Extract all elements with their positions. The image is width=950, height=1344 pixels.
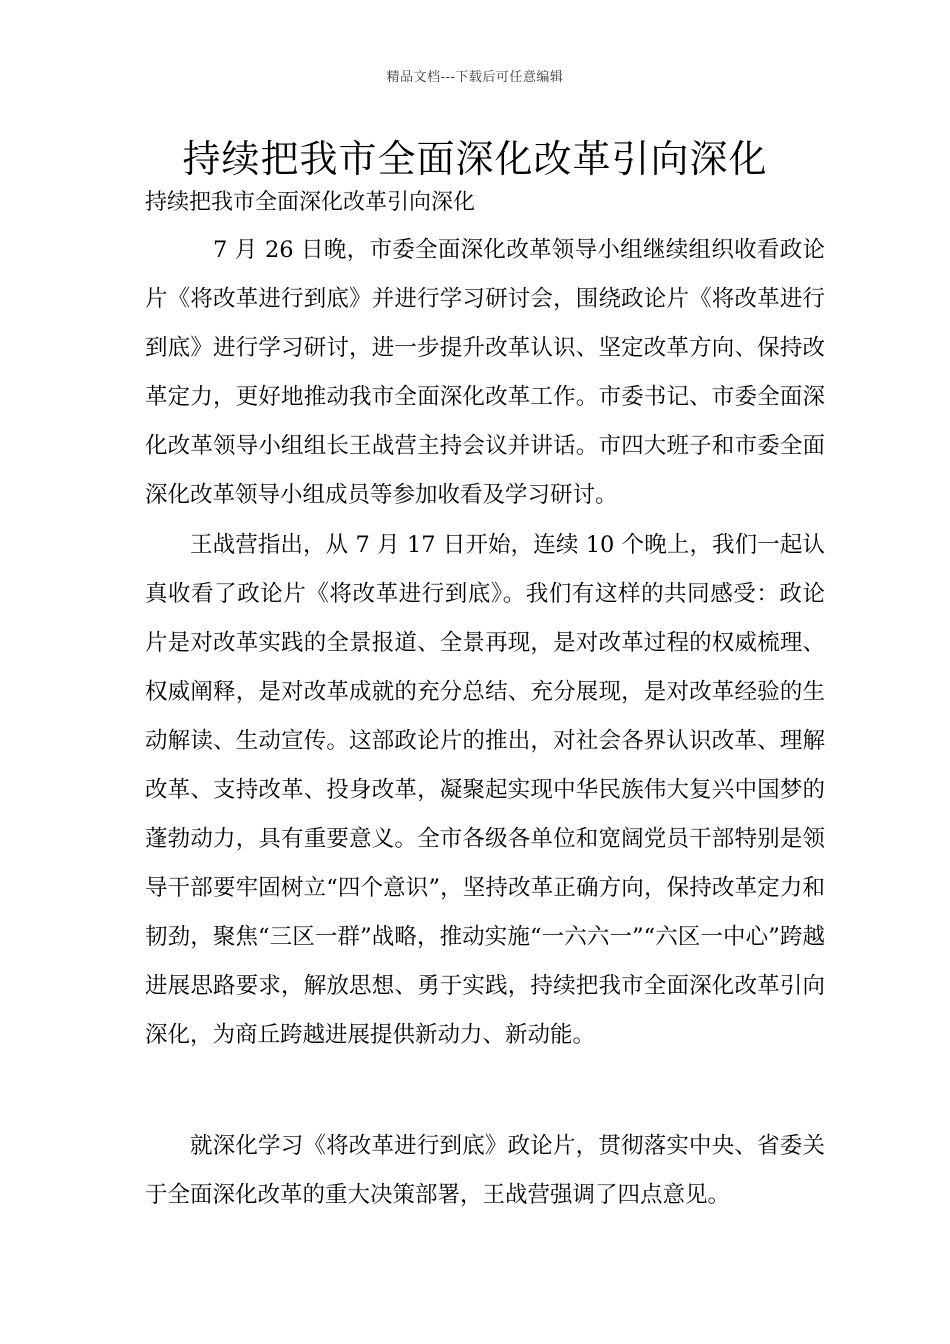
document-subtitle: 持续把我市全面深化改革引向深化 [145,190,476,215]
paragraph-1: 7 月 26 日晚，市委全面深化改革领导小组继续组织收看政论片《将改革进行到底》并进行学习研讨会，围绕政论片《将改革进行到底》进行学习研讨，进一步提升改革认识、坚定改革方向、保持改革定力，更好地推动我市全面深化改革工作。市委书记、市委全面深化改革领导小组组长王战营主持会议并讲话。市四大班子和市委全面深化改革领导小组成员等参加收看及学习研讨。 [145,237,825,508]
header-note: 精品文档---下载后可任意编辑 [386,70,564,85]
document-title: 持续把我市全面深化改革引向深化 [182,137,768,181]
paragraph-3: 就深化学习《将改革进行到底》政论片，贯彻落实中央、省委关于全面深化改革的重大决策部署，王战营强调了四点意见。 [145,1133,825,1208]
paragraph-2: 王战营指出，从 7 月 17 日开始，连续 10 个晚上，我们一起认真收看了政论片《将改革进行到底》。我们有这样的共同感受：政论片是对改革实践的全景报道、全景再现，是对改革过程的权威梳理、权威阐释，是对改革成就的充分总结、充分展现，是对改革经验的生动解读、生动宣传。这部政论片的推出，对社会各界认识改革、理解改革、支持改革、投身改革，凝聚起实现中华民族伟大复兴中国梦的蓬勃动力，具有重要意义。全市各级各单位和宽阔党员干部特别是领导干部要牢固树立“四个意识”，坚持改革正确方向，保持改革定力和韧劲，聚焦“三区一群”战略，推动实施“一六六一”“六区一中心”跨越进展思路要求，解放思想、勇于实践，持续把我市全面深化改革引向深化，为商丘跨越进展提供新动力、新动能。 [145,532,825,1048]
